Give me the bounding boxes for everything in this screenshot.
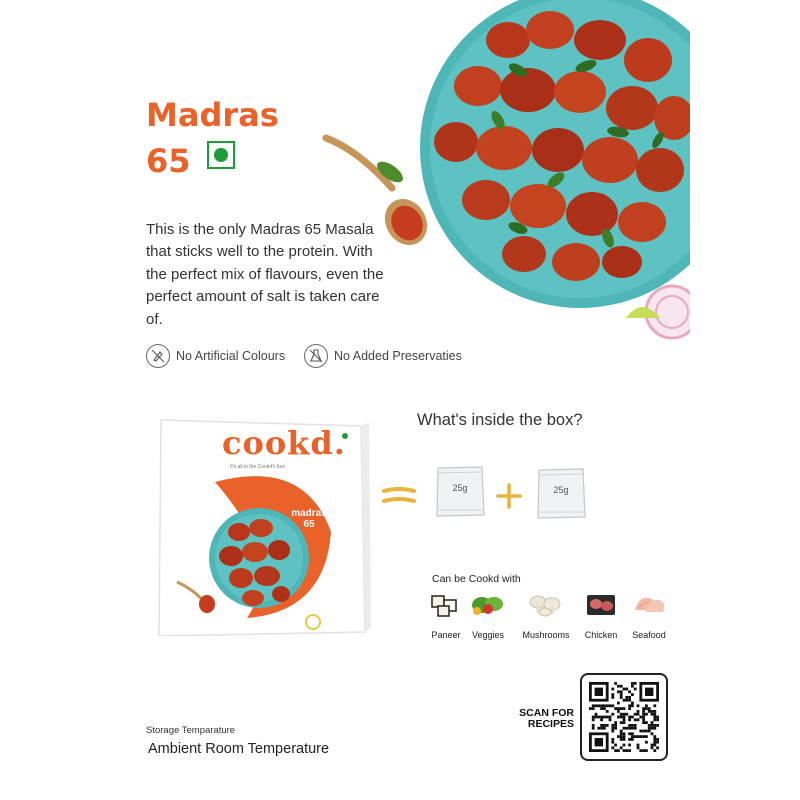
qr-code[interactable] xyxy=(580,673,668,761)
brand-logo: cookd. xyxy=(222,424,346,462)
product-description: This is the only Madras 65 Masala that sticks well to the protein. With the perfect mix of flavours, even the perfect amount of salt is taken care of. xyxy=(146,221,384,328)
brand-tagline: It's all in the Cookd's box xyxy=(230,464,285,470)
mushrooms-icon xyxy=(526,590,566,620)
veg-icon xyxy=(207,141,235,169)
packet-weight: 25g xyxy=(452,483,468,493)
chicken-icon xyxy=(581,590,621,620)
seafood-icon xyxy=(629,590,669,620)
scan-for-recipes-label: SCAN FOR RECIPES xyxy=(519,707,574,730)
ingredient-seafood: Seafood xyxy=(621,590,677,640)
ingredient-mushrooms: Mushrooms xyxy=(518,590,574,640)
storage-label: Storage Temparature xyxy=(146,725,236,736)
ingredient-veggies: Veggies xyxy=(460,590,516,640)
feature-label: No Added Preservaties xyxy=(334,349,462,363)
cook-with-title: Can be Cookd with xyxy=(432,573,521,585)
no-colour-icon xyxy=(146,344,170,368)
feature-label: No Artificial Colours xyxy=(176,349,286,363)
equals-icon xyxy=(382,481,416,511)
title-line-1: Madras xyxy=(146,96,279,134)
packet-weight: 25g xyxy=(553,485,569,495)
qr-code-icon xyxy=(589,682,659,752)
veggies-icon xyxy=(468,590,508,620)
box-product-name: madras 65 xyxy=(291,508,327,530)
ingredient-chicken: Chicken xyxy=(573,590,629,640)
product-title xyxy=(146,92,279,184)
title-line-2: 65 xyxy=(146,142,191,180)
inside-title: What's inside the box? xyxy=(417,411,583,429)
feature-no-colours xyxy=(146,344,285,368)
hero-dish-image xyxy=(318,0,690,365)
ingredient-paneer: Paneer xyxy=(418,590,474,640)
plus-icon xyxy=(494,481,524,511)
storage-value: Ambient Room Temperature xyxy=(148,741,330,757)
